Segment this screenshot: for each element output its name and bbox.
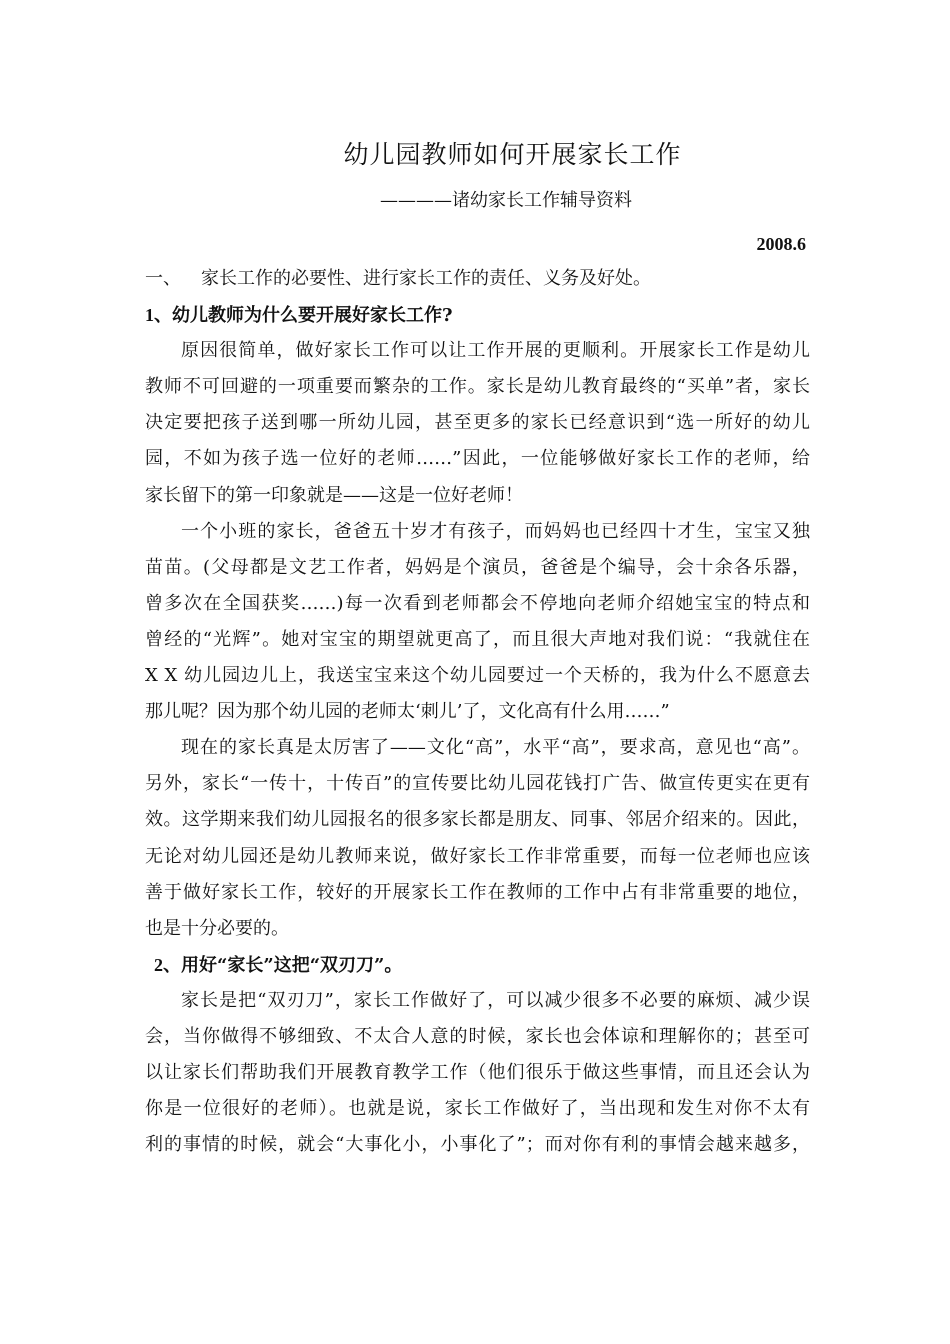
- question-heading-2: [145, 947, 810, 983]
- question-number: 2: [154, 954, 163, 975]
- paragraph-line: 教师不可回避的一项重要而繁杂的工作。家长是幼儿教育最终的“买单”者，家长: [145, 376, 810, 398]
- paragraph-line: 以让家长们帮助我们开展教育教学工作（他们很乐于做这些事情，而且还会认为: [145, 1062, 810, 1084]
- paragraph-line: 决定要把孩子送到哪一所幼儿园，甚至更多的家长已经意识到“选一所好的幼儿: [145, 412, 810, 434]
- question-text: 、用好“家长”这把“双刃刀”。: [163, 954, 403, 976]
- paragraph-line: 一个小班的家长，爸爸五十岁才有孩子，而妈妈也已经四十才生，宝宝又独: [181, 520, 810, 542]
- paragraph-line: 那儿呢？因为那个幼儿园的老师太‘刺儿’了，文化高有什么用……”: [145, 701, 670, 723]
- document-subtitle: ————诸幼家长工作辅导资料: [380, 190, 632, 211]
- paragraph-line: 家长留下的第一印象就是——这是一位好老师！: [145, 484, 523, 506]
- paragraph-line: 原因很简单，做好家长工作可以让工作开展的更顺利。开展家长工作是幼儿: [181, 340, 810, 362]
- paragraph-line: 善于做好家长工作，较好的开展家长工作在教师的工作中占有非常重要的地位，: [145, 881, 810, 903]
- paragraph: [145, 983, 810, 1163]
- paragraph-line: X X 幼儿园边儿上，我送宝宝来这个幼儿园要过一个天桥的，我为什么不愿意去: [145, 665, 810, 687]
- paragraph-line: 曾多次在全国获奖……)每一次看到老师都会不停地向老师介绍她宝宝的特点和: [145, 592, 810, 614]
- question-text: 、幼儿教师为什么要开展好家长工作?: [154, 305, 453, 327]
- paragraph-line: 效。这学期来我们幼儿园报名的很多家长都是朋友、同事、邻居介绍来的。因此，: [145, 809, 810, 831]
- paragraph-line: 现在的家长真是太厉害了——文化“高”，水平“高”，要求高，意见也“高”。: [181, 737, 810, 759]
- section-marker: 一、: [145, 268, 181, 289]
- question-number: 1: [145, 305, 154, 326]
- paragraph-line: 曾经的“光辉”。她对宝宝的期望就更高了，而且很大声地对我们说：“我就住在: [145, 628, 810, 650]
- paragraph: [145, 730, 810, 947]
- paragraph-line: 你是一位很好的老师）。也就是说，家长工作做好了，当出现和发生对你不太有: [145, 1098, 810, 1120]
- paragraph: [145, 514, 810, 731]
- paragraph-line: 无论对幼儿园还是幼儿教师来说，做好家长工作非常重要，而每一位老师也应该: [145, 845, 810, 867]
- paragraph-line: 也是十分必要的。: [145, 917, 289, 939]
- paragraph-line: 苗苗。(父母都是文艺工作者，妈妈是个演员，爸爸是个编导，会十余各乐器，: [145, 556, 810, 578]
- paragraph-line: 利的事情的时候，就会“大事化小，小事化了”；而对你有利的事情会越来越多，: [145, 1134, 810, 1156]
- paragraph-line: 园，不如为孩子选一位好的老师……”因此，一位能够做好家长工作的老师，给: [145, 448, 810, 470]
- section-heading-text: 家长工作的必要性、进行家长工作的责任、义务及好处。: [201, 268, 651, 289]
- document-title: 幼儿园教师如何开展家长工作: [343, 140, 682, 169]
- document-date: 2008.6: [756, 234, 806, 254]
- question-heading-1: [145, 297, 810, 333]
- paragraph-line: 另外，家长“一传十，十传百”的宣传要比幼儿园花钱打广告、做宣传更实在更有: [145, 773, 810, 795]
- document-body: [145, 261, 810, 1163]
- paragraph-line: 会，当你做得不够细致、不太合人意的时候，家长也会体谅和理解你的；甚至可: [145, 1025, 810, 1047]
- paragraph: [145, 333, 810, 513]
- paragraph-line: 家长是把“双刃刀”，家长工作做好了，可以减少很多不必要的麻烦、减少误: [181, 989, 810, 1011]
- section-heading: [145, 261, 810, 297]
